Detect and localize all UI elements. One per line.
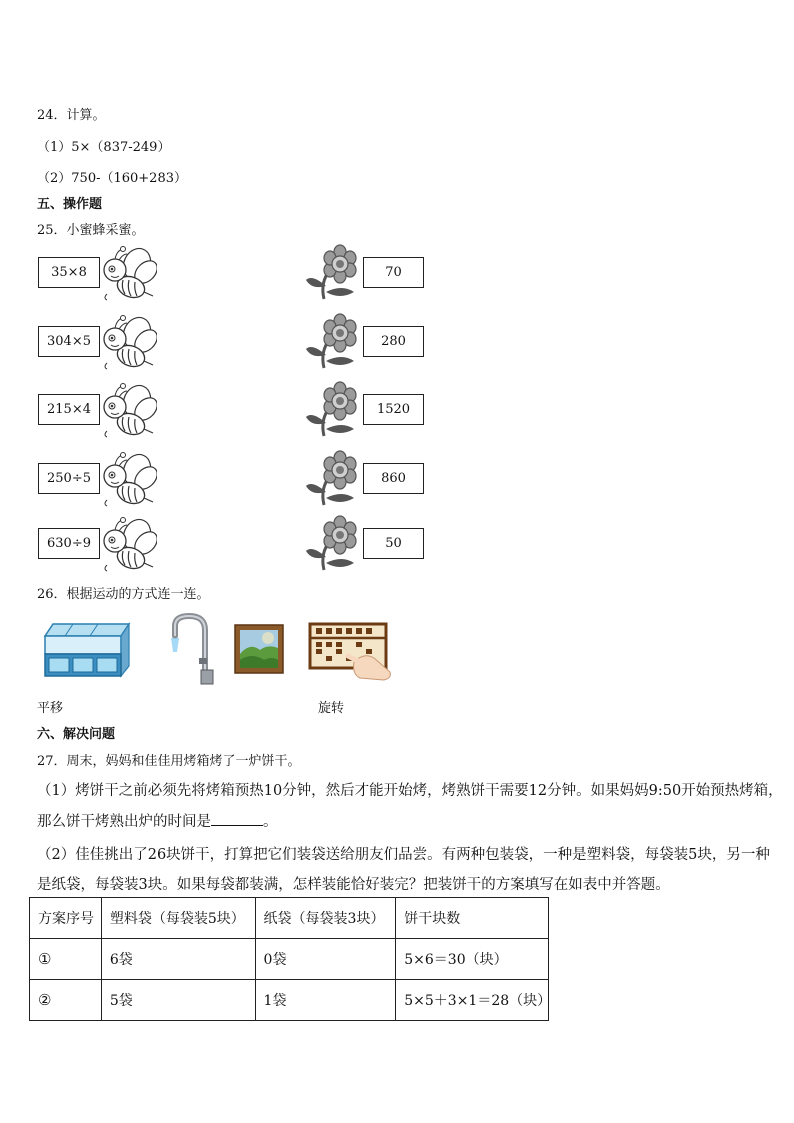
- bee-icon: [97, 450, 157, 508]
- abacus-icon[interactable]: [308, 622, 392, 682]
- q27-part1-text: 那么饼干烤熟出炉的时间是: [37, 814, 211, 830]
- translation-label: 平移: [37, 701, 64, 716]
- result-box[interactable]: 860: [363, 463, 424, 494]
- flower-icon: [304, 515, 358, 571]
- flower-icon: [304, 313, 358, 369]
- expression-box[interactable]: 630÷9: [38, 528, 100, 559]
- paper-bag-cell[interactable]: 1袋: [255, 980, 396, 1021]
- rotation-label: 旋转: [318, 701, 345, 716]
- result-box[interactable]: 280: [363, 326, 424, 357]
- expression-box[interactable]: 250÷5: [38, 463, 100, 494]
- q24-item-1: （1）5×（837-249）: [37, 140, 171, 155]
- q27-part2-line1: （2）佳佳挑出了26块饼干，打算把它们装袋送给朋友们品尝。有两种包装袋，一种是塑料袋，每袋装5块，另一种: [37, 847, 770, 863]
- result-box[interactable]: 1520: [363, 394, 424, 425]
- q25-title: 25．小蜜蜂采蜜。: [37, 223, 145, 238]
- q24-item-2: （2）750-（160+283）: [37, 171, 187, 186]
- table-row: [30, 939, 549, 980]
- expression-box[interactable]: 304×5: [38, 326, 100, 357]
- q27-part1-line1: （1）烤饼干之前必须先将烤箱预热10分钟，然后才能开始烤，烤熟饼干需要12分钟。如果妈妈9:50开始预热烤箱，: [37, 783, 783, 799]
- section-5-heading: 五、操作题: [37, 197, 103, 212]
- cookie-count-cell[interactable]: 5×6＝30（块）: [396, 939, 549, 980]
- q27-title: 27．周末，妈妈和佳佳用烤箱烤了一炉饼干。: [37, 754, 301, 769]
- table-header-row: [30, 898, 549, 939]
- bee-icon: [97, 244, 157, 302]
- flower-icon: [304, 450, 358, 506]
- expression-box[interactable]: 215×4: [38, 394, 100, 425]
- header-paper-bag: 纸袋（每袋装3块）: [255, 898, 396, 939]
- flower-icon: [304, 381, 358, 437]
- plan-table: [29, 897, 552, 1021]
- q27-part1-end: 。: [263, 814, 278, 830]
- header-cookie-count: 饼干块数: [396, 898, 549, 939]
- header-plastic-bag: 塑料袋（每袋装5块）: [101, 898, 255, 939]
- plastic-bag-cell[interactable]: 5袋: [101, 980, 255, 1021]
- display-cabinet-icon[interactable]: [43, 622, 131, 678]
- plan-number: ②: [30, 980, 102, 1021]
- answer-blank[interactable]: [211, 811, 263, 826]
- bee-icon: [97, 313, 157, 371]
- q24-title: 24．计算。: [37, 108, 106, 123]
- bee-icon: [97, 381, 157, 439]
- expression-box[interactable]: 35×8: [38, 257, 100, 288]
- q27-part2-line2: 是纸袋，每袋装3块。如果每袋都装满，怎样装能恰好装完？把装饼干的方案填写在如表中并答题。: [37, 877, 670, 893]
- cookie-count-cell[interactable]: 5×5＋3×1＝28（块）: [396, 980, 549, 1021]
- header-plan-no: 方案序号: [30, 898, 102, 939]
- q26-title: 26．根据运动的方式连一连。: [37, 587, 210, 602]
- plan-number: ①: [30, 939, 102, 980]
- plastic-bag-cell[interactable]: 6袋: [101, 939, 255, 980]
- bee-icon: [97, 515, 157, 573]
- q27-part1-line2: [37, 810, 278, 831]
- section-6-heading: 六、解决问题: [37, 727, 116, 742]
- result-box[interactable]: 70: [363, 257, 424, 288]
- faucet-icon[interactable]: [165, 612, 215, 686]
- window-picture-icon[interactable]: [234, 624, 284, 674]
- table-row: [30, 980, 549, 1021]
- paper-bag-cell[interactable]: 0袋: [255, 939, 396, 980]
- flower-icon: [304, 244, 358, 300]
- result-box[interactable]: 50: [363, 528, 424, 559]
